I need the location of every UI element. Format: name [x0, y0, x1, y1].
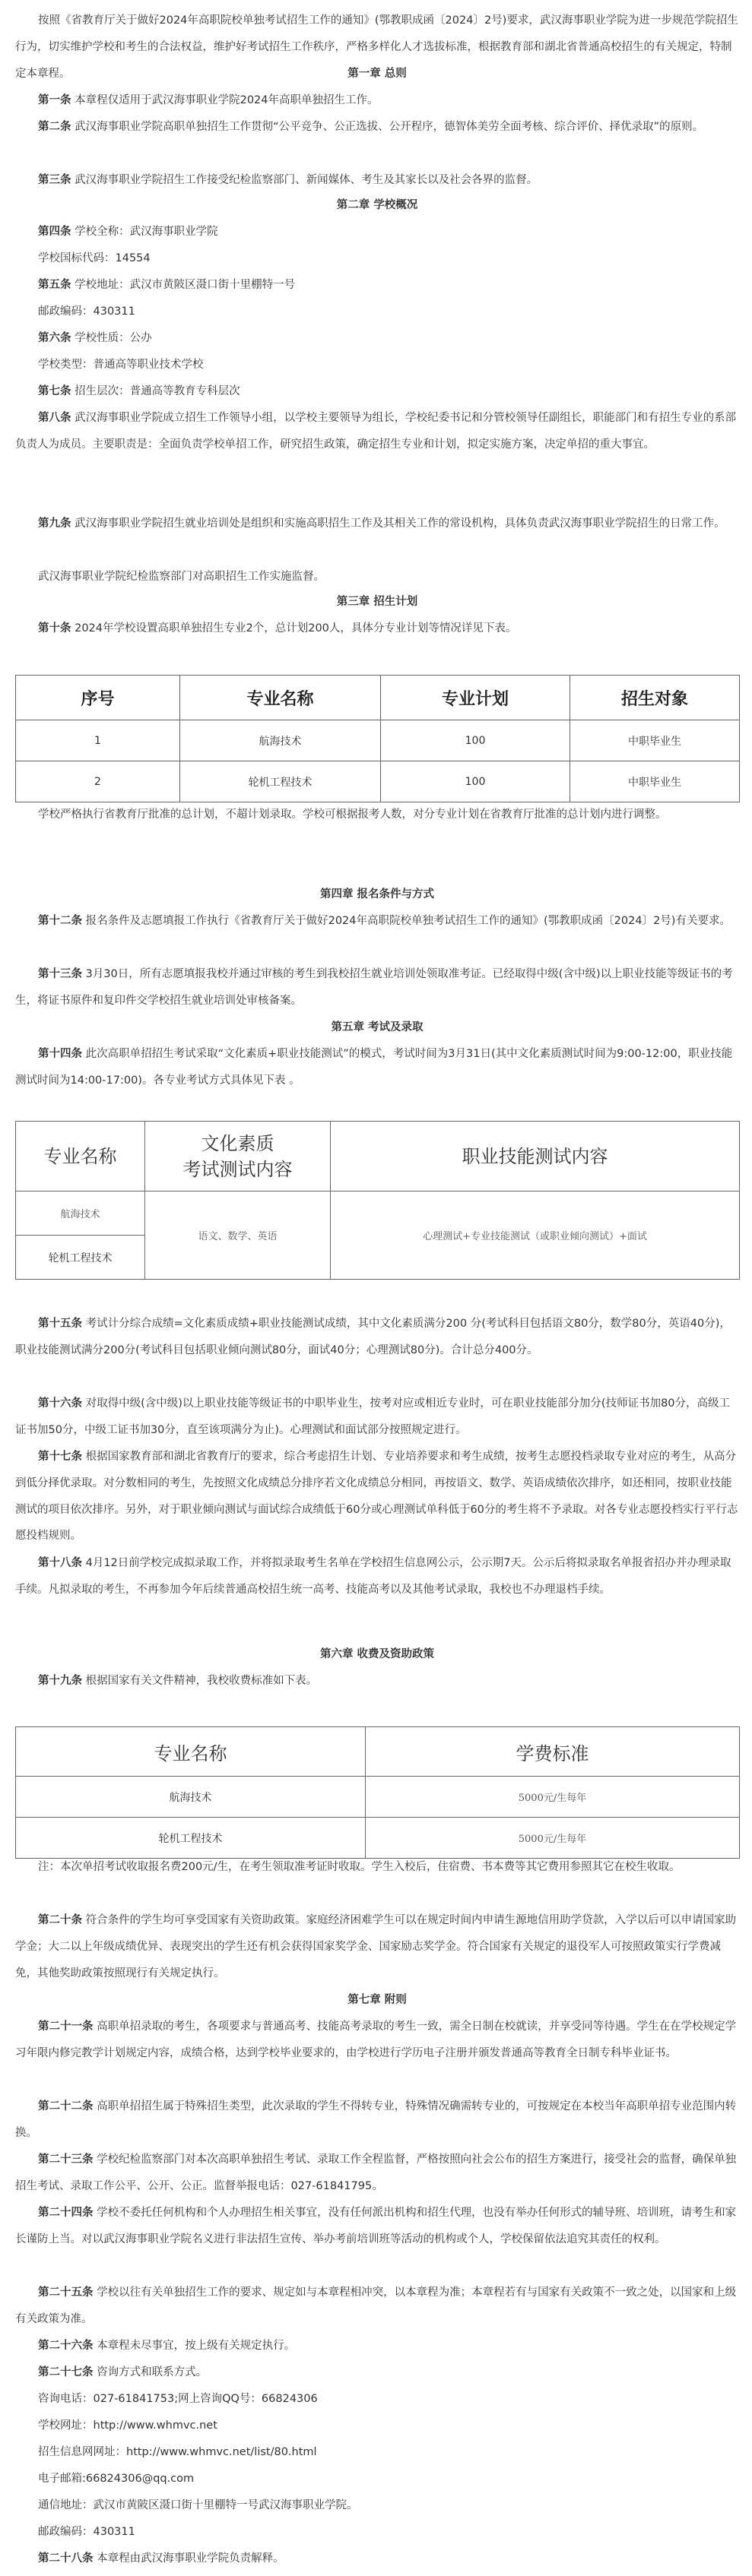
table-cell: 中职毕业生 — [570, 720, 740, 761]
article-10 — [15, 616, 739, 642]
table-cell: 心理测试+专业技能测试（或职业倾向测试）+面试 — [331, 1191, 740, 1280]
mailing-address: 通信地址：武汉市黄陂区滠口街十里棚特一号武汉海事职业学院。 — [38, 2499, 358, 2511]
article-21 — [15, 2014, 739, 2067]
article-text: 学校性质：公办 — [75, 332, 152, 344]
article-label: 第十五条 — [38, 1318, 82, 1330]
exam-table — [15, 1121, 740, 1280]
article-text: 武汉海事职业学院纪检监察部门对高职招生工作实施监督。 — [38, 571, 325, 583]
table-cell: 轮机工程技术 — [16, 1236, 145, 1280]
article-label: 第十条 — [38, 622, 71, 635]
column-header: 招生对象 — [570, 676, 740, 720]
chapter-1-heading: 第一章 总则 — [347, 68, 407, 80]
table-header-row — [16, 1122, 740, 1191]
article-27 — [38, 2359, 207, 2386]
article-2 — [15, 114, 739, 141]
header-line: 文化素质 — [201, 1132, 274, 1154]
table-row — [16, 720, 740, 761]
article-text: 根据国家教育部和湖北省教育厅的要求，综合考虑招生计划、专业培养要求和考生成绩，按考生志愿投档录取专业对应的考生，从高分到低分择优录取。对分数相同的考生，先按照文化成绩总分排序若文化成绩总分相同，再按语文、数学、英语成绩依次排序，如还相同，按职业技能测试的项目依次排序。另外，对于职业倾向测试与面试综合成绩低于60分或心理测试单科低于60分的考生将不予录取。对各专业志愿投档实行平行志愿投档规则。 — [15, 1451, 738, 1543]
article-text: 学校全称：武汉海事职业学院 — [75, 226, 218, 238]
article-label: 第二十七条 — [38, 2366, 94, 2378]
table-cell: 2 — [16, 761, 180, 802]
article-18 — [15, 1550, 739, 1603]
article-text: 本章程未尽事宜，按上级有关规定执行。 — [97, 2340, 296, 2352]
article-text: 招生层次：普通高等教育专科层次 — [75, 385, 240, 397]
article-text: 对取得中级(含中级)以上职业技能等级证书的中职毕业生，按考对应或相近专业时，可在职业技能部分加分(技师证书加80分，高级工证书加50分，中级工证书加30分，直至该项满分为止)。心理测试和面试部分按照规定进行。 — [15, 1397, 731, 1436]
article-text: 此次高职单招招生考试采取“文化素质+职业技能测试”的模式，考试时间为3月31日(其中文化素质测试时间为9:00-12:00，职业技能测试时间为14:00-17:00)。各专业考试方式具体见下表 。 — [15, 1048, 733, 1087]
article-24 — [15, 2200, 739, 2253]
school-code: 学校国标代码：14554 — [38, 252, 151, 264]
article-text: 2024年学校设置高职单独招生专业2个，总计划200人，具体分专业计划等情况详见下表。 — [75, 622, 517, 635]
article-26 — [38, 2333, 295, 2359]
table-cell: 轮机工程技术 — [180, 761, 381, 802]
admissions-website-link[interactable]: 招生信息网网址：http://www.whmvc.net/list/80.html — [38, 2446, 317, 2458]
table-row — [16, 1191, 740, 1236]
table-cell: 航海技术 — [180, 720, 381, 761]
article-label: 第三条 — [38, 174, 71, 186]
table-row — [16, 761, 740, 802]
article-9 — [15, 511, 739, 537]
article-text: 报名条件及志愿填报工作执行《省教育厅关于做好2024年高职院校单独考试招生工作的通知》(鄂教职成函〔2024〕2号)有关要求。 — [85, 915, 731, 927]
table-cell: 5000元/生每年 — [366, 1777, 740, 1818]
column-header: 职业技能测试内容 — [331, 1122, 740, 1191]
article-label: 第五条 — [38, 279, 71, 291]
table-cell: 5000元/生每年 — [366, 1818, 740, 1859]
chapter-2-heading: 第二章 学校概况 — [336, 199, 418, 211]
article-text: 根据国家有关文件精神，我校收费标准如下表。 — [85, 1675, 318, 1687]
article-text: 3月30日，所有志愿填报我校并通过审核的考生到我校招生就业培训处领取准考证。已经取得中级(含中级)以上职业技能等级证书的考生，将证书原件和复印件交学校招生就业培训处审核备案。 — [15, 968, 733, 1007]
article-17 — [15, 1444, 739, 1549]
article-1 — [15, 87, 739, 114]
article-text: 学校地址：武汉市黄陂区滠口街十里棚特一号 — [75, 279, 296, 291]
article-label: 第九条 — [38, 517, 71, 530]
article-6 — [38, 325, 152, 352]
table-header-row — [16, 1727, 740, 1777]
intro-text: 按照《省教育厅关于做好2024年高职院校单独考试招生工作的通知》(鄂教职成函〔2024〕2号)要求，武汉海事职业学院为进一步规范学院招生行为，切实维护学校和考生的合法权益，维护好考试招生工作秩序，严格多样化人才选拔标准，根据教育部和湖北省普通高校招生的有关规定，特制定本章程。 — [15, 14, 738, 80]
table-cell: 语文、数学、英语 — [145, 1191, 331, 1280]
article-text: 学校以往有关单独招生工作的要求、规定如与本章程相冲突，以本章程为准；本章程若有与国家有关政策不一致之处，以国家和上级有关政策为准。 — [15, 2286, 737, 2325]
article-4 — [38, 219, 218, 245]
plan-table — [15, 675, 740, 802]
column-header: 专业计划 — [381, 676, 570, 720]
column-header: 序号 — [16, 676, 180, 720]
article-3 — [15, 167, 739, 194]
table-cell: 中职毕业生 — [570, 761, 740, 802]
fee-note — [15, 1854, 739, 1881]
article-label: 第八条 — [38, 412, 71, 424]
school-website-link[interactable]: 学校网址：http://www.whmvc.net — [38, 2419, 217, 2432]
article-15 — [15, 1311, 739, 1364]
article-label: 第十八条 — [38, 1557, 82, 1569]
article-9-supervision — [15, 564, 739, 590]
article-label: 第二十一条 — [38, 2021, 94, 2033]
article-14 — [15, 1041, 739, 1094]
article-20 — [15, 1907, 739, 1986]
article-8 — [15, 405, 739, 458]
article-label: 第一条 — [38, 94, 71, 106]
school-type: 学校类型：普通高等职业技术学校 — [38, 359, 204, 371]
article-label: 第二十五条 — [38, 2286, 94, 2299]
column-header: 专业名称 — [16, 1727, 366, 1777]
article-25 — [15, 2280, 739, 2333]
article-text: 本章程仅适用于武汉海事职业学院2024年高职单独招生工作。 — [75, 94, 379, 106]
article-label: 第二十八条 — [38, 2552, 94, 2565]
article-label: 第二十六条 — [38, 2340, 94, 2352]
article-text: 武汉海事职业学院招生工作接受纪检监察部门、新闻媒体、考生及其家长以及社会各界的监督。 — [75, 174, 538, 186]
article-label: 第七条 — [38, 385, 71, 397]
article-text: 高职单招录取的考生，各项要求与普通高考、技能高考录取的考生一致，需全日制在校就读，并享受同等待遇。学生在在学校规定学习年限内修完教学计划规定内容，成绩合格，达到学校毕业要求的，由学校进行学历电子注册并颁发普通高等教育全日制专科毕业证书。 — [15, 2021, 737, 2059]
article-text: 4月12日前学校完成拟录取工作，并将拟录取考生名单在学校招生信息网公示，公示期7天。公示后将拟录取名单报省招办并办理录取手续。凡拟录取的考生，不再参加今年后续普通高校招生统一高考、技能高考以及其他考试录取，我校也不办理退档手续。 — [15, 1557, 731, 1596]
article-5 — [38, 272, 295, 299]
article-label: 第十七条 — [38, 1451, 82, 1463]
article-text: 学校不委托任何机构和个人办理招生相关事宜，没有任何派出机构和招生代理，也没有举办任何形式的辅导班、培训班，请考生和家长谨防上当。对以武汉海事职业学院名义进行非法招生宣传、举办考前培训班等活动的机构或个人，学校保留依法追究其责任的权利。 — [15, 2207, 737, 2245]
article-label: 第十四条 — [38, 1048, 82, 1060]
table-cell: 100 — [381, 761, 570, 802]
fee-table — [15, 1726, 740, 1859]
table-row — [16, 1777, 740, 1818]
article-label: 第四条 — [38, 226, 71, 238]
chapter-3-heading: 第三章 招生计划 — [336, 596, 418, 608]
chapter-7-heading: 第七章 附则 — [347, 1994, 407, 2006]
column-header: 专业名称 — [16, 1122, 145, 1191]
article-text: 学校严格执行省教育厅批准的总计划，不超计划录取。学校可根据报考人数，对分专业计划在省教育厅批准的总计划内进行调整。 — [38, 809, 667, 821]
article-22 — [15, 2093, 739, 2147]
article-label: 第六条 — [38, 332, 71, 344]
table-row — [16, 1818, 740, 1859]
contact-email[interactable]: 电子邮箱:66824306@qq.com — [38, 2473, 195, 2485]
article-12 — [15, 908, 739, 935]
article-label: 第十三条 — [38, 968, 82, 980]
article-label: 第二十三条 — [38, 2154, 94, 2166]
article-label: 第十二条 — [38, 915, 82, 927]
article-label: 第十六条 — [38, 1397, 82, 1410]
column-header: 专业名称 — [180, 676, 381, 720]
article-text: 武汉海事职业学院高职单独招生工作贯彻“公平竞争、公正选拔、公开程序，德智体美劳全面考核、综合评价、择优录取”的原则。 — [75, 121, 704, 133]
article-text: 武汉海事职业学院招生就业培训处是组织和实施高职招生工作及其相关工作的常设机构，具体负责武汉海事职业学院招生的日常工作。 — [75, 517, 725, 530]
article-28 — [38, 2546, 284, 2572]
table-cell: 航海技术 — [16, 1191, 145, 1236]
article-23 — [15, 2147, 739, 2200]
table-cell: 轮机工程技术 — [16, 1818, 366, 1859]
table-cell: 航海技术 — [16, 1777, 366, 1818]
table-cell: 100 — [381, 720, 570, 761]
article-13 — [15, 961, 739, 1014]
chapter-6-heading: 第六章 收费及资助政策 — [319, 1648, 435, 1660]
column-header — [145, 1122, 331, 1191]
article-label: 第十九条 — [38, 1675, 82, 1687]
table-cell: 1 — [16, 720, 180, 761]
header-line: 考试测试内容 — [182, 1158, 293, 1180]
article-16 — [15, 1391, 739, 1444]
article-text: 武汉海事职业学院成立招生工作领导小组，以学校主要领导为组长，学校纪委书记和分管校领导任副组长，职能部门和有招生专业的系部负责人为成员。主要职责是：全面负责学校单招工作，研究招生政策，确定招生专业和计划，拟定实施方案，决定单招的重大事宜。 — [15, 412, 737, 451]
chapter-5-heading: 第五章 考试及录取 — [331, 1021, 424, 1033]
article-7 — [38, 378, 240, 405]
article-text: 考试计分综合成绩=文化素质成绩+职业技能测试成绩，其中文化素质满分200 分(考试科目包括语文80分，数学80分，英语40分)，职业技能测试满分200分(考试科目包括职业倾向测试80分，面试40分；心理测试80分)。合计总分400分。 — [15, 1318, 731, 1356]
article-text: 本章程由武汉海事职业学院负责解释。 — [97, 2552, 284, 2565]
article-label: 第二十二条 — [38, 2100, 94, 2112]
contact-phone: 咨询电话：027-61841753;网上咨询QQ号：66824306 — [38, 2393, 318, 2405]
article-label: 第二十四条 — [38, 2207, 94, 2219]
table-header-row — [16, 676, 740, 720]
article-text: 咨询方式和联系方式。 — [97, 2366, 208, 2378]
article-text: 符合条件的学生均可享受国家有关资助政策。家庭经济困难学生可以在规定时间内申请生源地信用助学贷款，入学以后可以申请国家助学金；大二以上年级成绩优异、表现突出的学生还有机会获得国家奖学金、国家励志奖学金。符合国家有关规定的退役军人可按照政策实行学费减免，其他奖助政策按照现行有关规定执行。 — [15, 1914, 737, 1979]
article-text: 注：本次单招考试收取报名费200元/生，在考生领取准考证时收取。学生入校后，住宿费、书本费等其它费用参照其它在校生收取。 — [38, 1861, 681, 1873]
column-header: 学费标准 — [366, 1727, 740, 1777]
article-label: 第二十条 — [38, 1914, 82, 1926]
contact-postal-code: 邮政编码：430311 — [38, 2526, 135, 2538]
article-19 — [15, 1668, 739, 1695]
plan-note — [15, 802, 739, 828]
article-text: 学校纪检监察部门对本次高职单独招生考试、录取工作全程监督，严格按照向社会公布的招生方案进行，接受社会的监督，确保单独招生考试、录取工作公平、公开、公正。监督举报电话：027-61841795。 — [15, 2154, 737, 2192]
article-text: 高职单招招生属于特殊招生类型，此次录取的学生不得转专业，特殊情况确需转专业的，可按规定在本校当年高职单招专业范围内转换。 — [15, 2100, 737, 2139]
postal-code: 邮政编码：430311 — [38, 305, 135, 318]
chapter-4-heading: 第四章 报名条件与方式 — [319, 888, 435, 900]
article-label: 第二条 — [38, 121, 71, 133]
